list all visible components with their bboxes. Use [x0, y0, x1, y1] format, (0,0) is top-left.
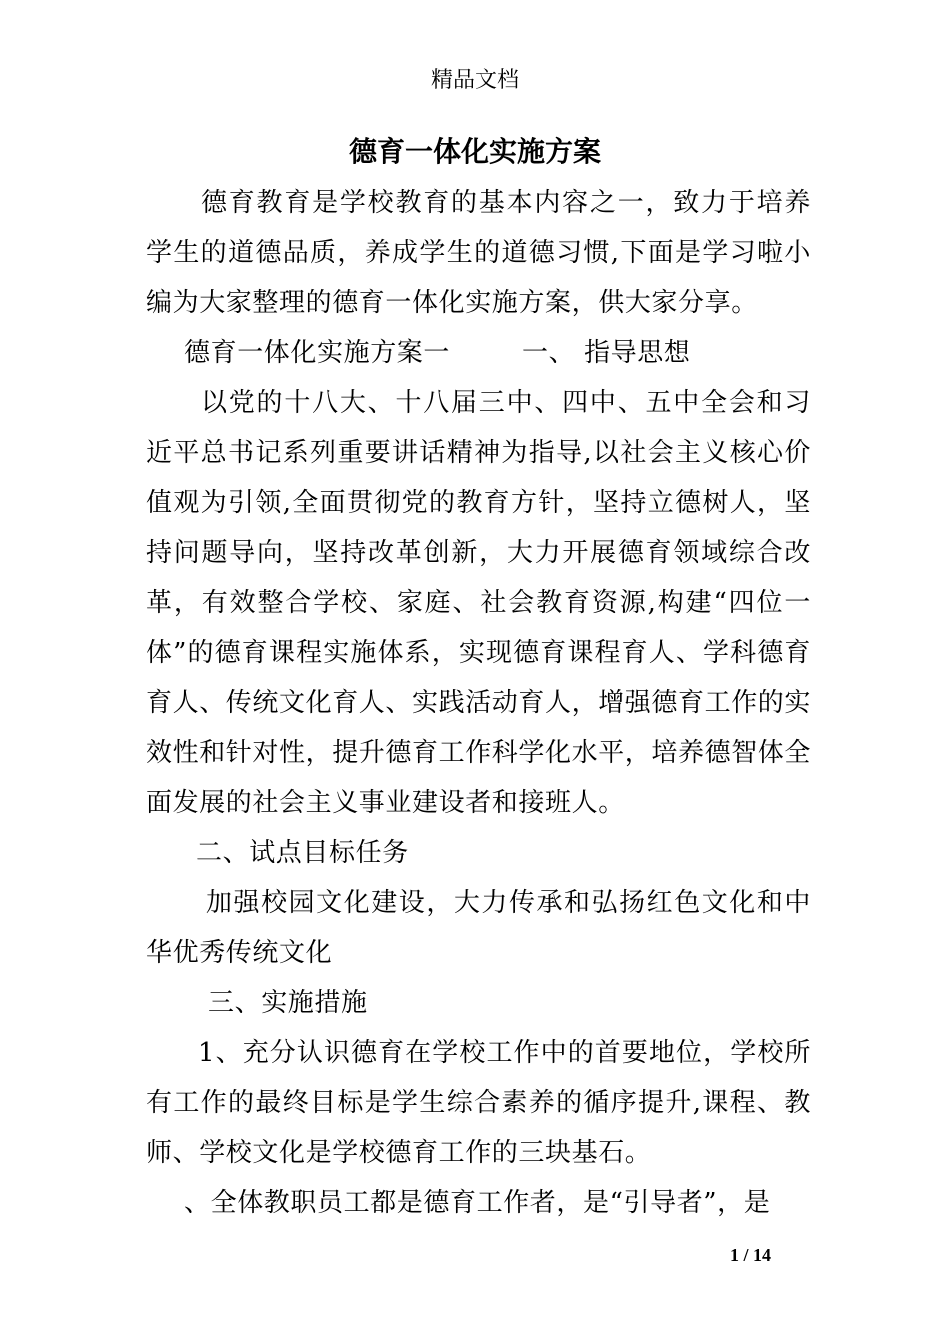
section2-heading: 二、试点目标任务 — [196, 838, 409, 868]
section2-paragraph: 加强校园文化建设，大力传承和弘扬红色文化和中华优秀传统文化 — [146, 888, 811, 968]
section3-heading: 三、实施措施 — [208, 988, 368, 1018]
measure1-paragraph: 1、充分认识德育在学校工作中的首要地位，学校所有工作的最终目标是学生综合素养的循序提升,课程、教师、学校文化是学校德育工作的三块基石。 — [146, 1038, 811, 1168]
plan-heading-line — [146, 328, 811, 378]
intro-paragraph: 德育教育是学校教育的基本内容之一，致力于培养学生的道德品质，养成学生的道德习惯,下面是学习啦小编为大家整理的德育一体化实施方案，供大家分享。 — [146, 188, 811, 318]
page-number: 1 / 14 — [730, 1245, 772, 1265]
page-header: 精品文档 — [430, 68, 519, 93]
section1-heading: 一、 指导思想 — [522, 338, 691, 368]
plan-label: 德育一体化实施方案一 — [184, 338, 451, 368]
document-body — [146, 178, 811, 1228]
section1-paragraph: 以党的十八大、十八届三中、四中、五中全会和习近平总书记系列重要讲话精神为指导,以社会主义核心价值观为引领,全面贯彻党的教育方针，坚持立德树人，坚持问题导向，坚持改革创新，大力开展德育领域综合改革，有效整合学校、家庭、社会教育资源,构建“四位一体”的德育课程实施体系，实现德育课程育人、学科德育育人、传统文化育人、实践活动育人，增强德育工作的实效性和针对性，提升德育工作科学化水平，培养德智体全面发展的社会主义事业建设者和接班人。 — [146, 388, 812, 818]
document-title: 德育一体化实施方案 — [348, 135, 601, 168]
measure2-paragraph: 、全体教职员工都是德育工作者，是“引导者”，是 — [184, 1188, 771, 1218]
